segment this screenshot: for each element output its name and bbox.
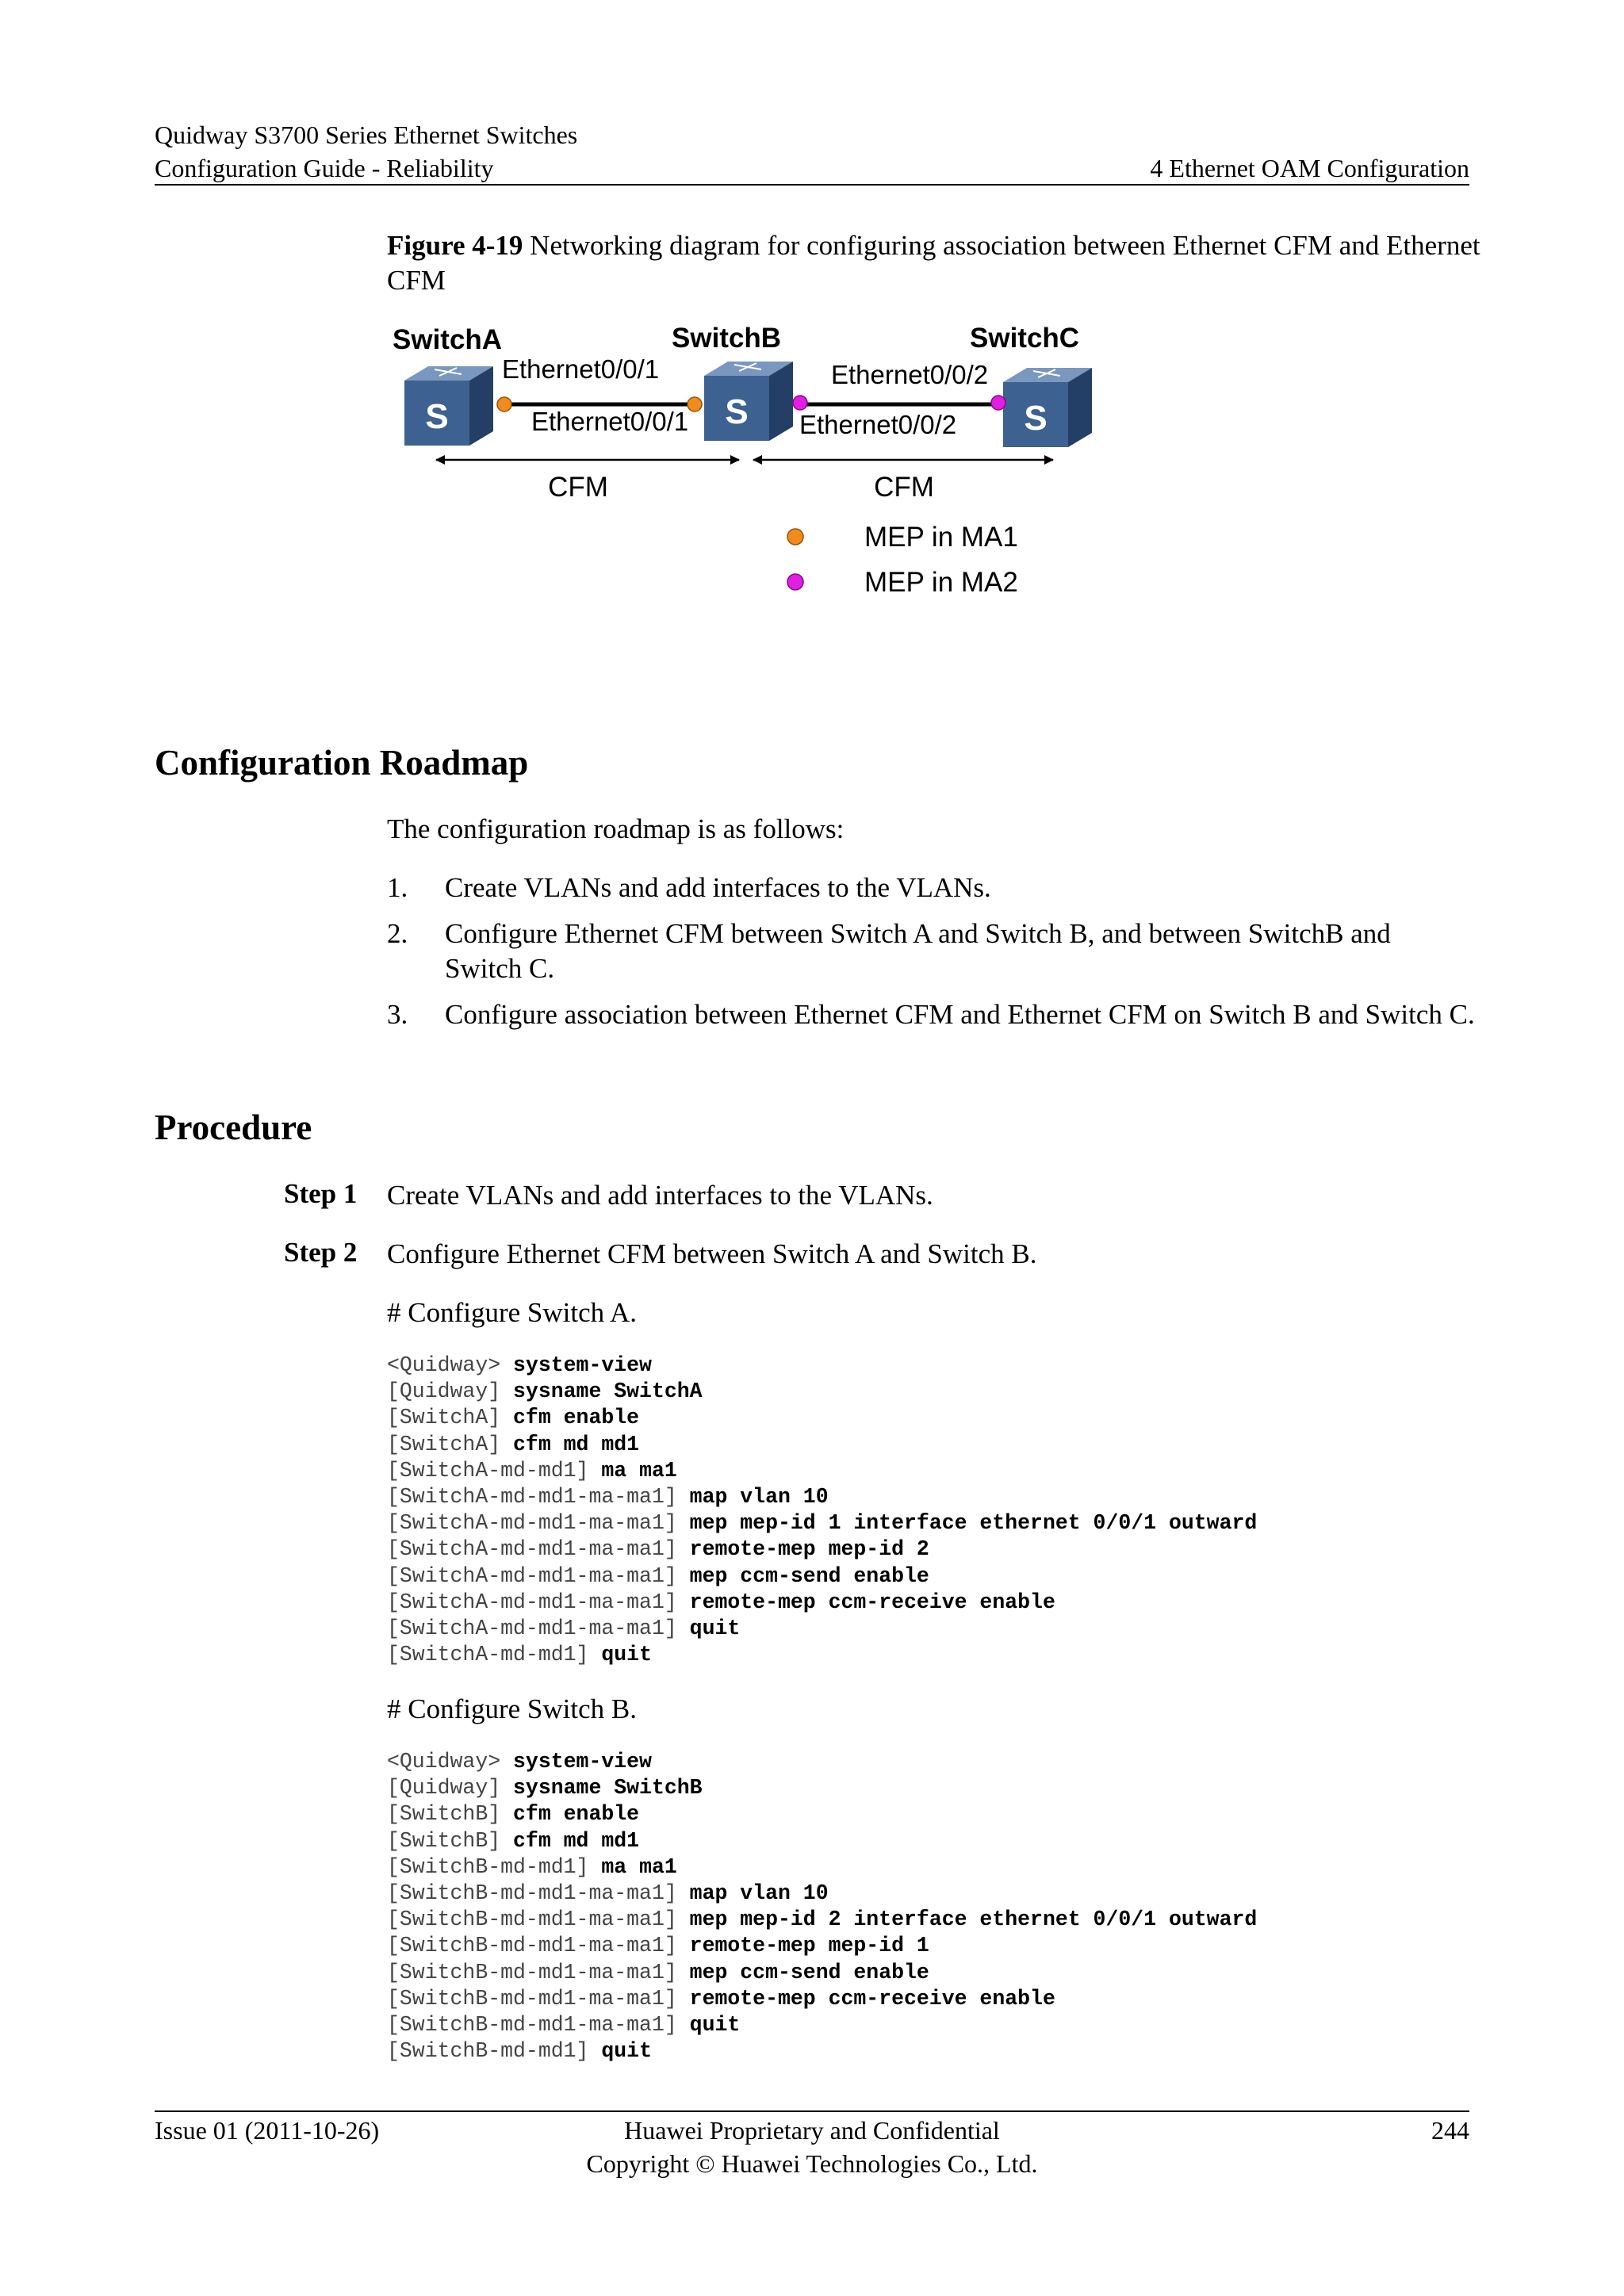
step-1-label: Step 1: [284, 1178, 358, 1209]
code-prompt: [Quidway]: [387, 1380, 501, 1404]
code-block-switch-a: [387, 1353, 1257, 1668]
figure-caption: [387, 228, 1497, 298]
roadmap-item-3: Configure association between Ethernet CFM and Ethernet CFM on Switch B and Switch C.: [445, 999, 1475, 1030]
code-command: mep ccm-send enable: [689, 1563, 929, 1588]
code-command: quit: [689, 2013, 741, 2038]
code-line: [387, 1536, 1257, 1563]
roadmap-title: Configuration Roadmap: [155, 743, 529, 783]
code-prompt: [Quidway]: [387, 1776, 501, 1800]
comment-switch-a: # Configure Switch A.: [387, 1297, 637, 1328]
code-prompt: [SwitchA-md-md1-ma-ma1]: [387, 1590, 677, 1614]
code-prompt: [SwitchB-md-md1-ma-ma1]: [387, 1881, 677, 1906]
code-command: quit: [601, 1643, 652, 1667]
code-prompt: [SwitchA-md-md1-ma-ma1]: [387, 1617, 677, 1641]
code-prompt: [SwitchB-md-md1]: [387, 1854, 589, 1879]
code-prompt: [SwitchB-md-md1]: [387, 2039, 589, 2064]
legend-ma1-label: MEP in MA1: [864, 522, 1018, 553]
code-prompt: [SwitchB]: [387, 1828, 501, 1853]
code-prompt: [SwitchA]: [387, 1406, 501, 1430]
code-command: sysname SwitchA: [513, 1380, 703, 1404]
switch-b-icon: [704, 362, 793, 441]
code-command: map vlan 10: [689, 1881, 829, 1906]
roadmap-item-3-num: 3.: [387, 999, 408, 1030]
code-command: quit: [601, 2039, 652, 2064]
code-prompt: [SwitchB-md-md1-ma-ma1]: [387, 2013, 677, 2038]
code-line: [387, 1801, 1257, 1827]
switch-c-icon: [1003, 368, 1092, 447]
step-2-text: Configure Ethernet CFM between Switch A and Switch B.: [387, 1238, 1037, 1269]
switch-a-label: SwitchA: [393, 324, 503, 355]
code-command: map vlan 10: [689, 1485, 829, 1510]
footer-rule: [155, 2110, 1469, 2112]
roadmap-item-1: Create VLANs and add interfaces to the VLANs.: [445, 872, 991, 903]
code-command: cfm enable: [513, 1406, 640, 1430]
code-line: [387, 1986, 1257, 2012]
code-line: [387, 1510, 1257, 1536]
code-command: cfm enable: [513, 1802, 640, 1827]
port-c-left: Ethernet0/0/2: [799, 410, 957, 439]
comment-switch-b: # Configure Switch B.: [387, 1693, 637, 1724]
figure-label: Figure 4-19: [387, 230, 523, 261]
code-line: [387, 1484, 1257, 1510]
port-a-right: Ethernet0/0/1: [502, 354, 660, 384]
code-prompt: [SwitchA-md-md1-ma-ma1]: [387, 1563, 677, 1588]
cfm-label-2: CFM: [874, 472, 934, 503]
header-guide: Configuration Guide - Reliability: [155, 154, 494, 182]
switch-a-icon: [404, 366, 493, 446]
code-line: [387, 1458, 1257, 1484]
switch-c-glyph: S: [1024, 399, 1048, 438]
code-prompt: [SwitchA-md-md1-ma-ma1]: [387, 1537, 677, 1562]
code-command: sysname SwitchB: [513, 1776, 703, 1800]
procedure-title: Procedure: [155, 1108, 312, 1147]
code-command: cfm md md1: [513, 1432, 640, 1456]
code-line: [387, 1749, 1257, 1775]
code-command: system-view: [513, 1353, 652, 1377]
code-command: remote-mep mep-id 1: [689, 1934, 929, 1958]
roadmap-item-2-num: 2.: [387, 918, 408, 949]
switch-a-glyph: S: [425, 397, 449, 436]
code-prompt: [SwitchA-md-md1-ma-ma1]: [387, 1485, 677, 1510]
mep-ma2-switch-c: [991, 396, 1005, 410]
mep-ma1-switch-b: [688, 397, 702, 411]
header-rule: [155, 184, 1469, 186]
code-prompt: [SwitchB-md-md1-ma-ma1]: [387, 1934, 677, 1958]
networking-diagram: [381, 309, 1126, 610]
code-line: [387, 1828, 1257, 1854]
switch-b-glyph: S: [725, 392, 749, 431]
code-command: system-view: [513, 1750, 652, 1774]
code-command: mep mep-id 1 interface ethernet 0/0/1 outward: [689, 1511, 1258, 1536]
footer-page-number: 244: [1431, 2116, 1469, 2145]
code-line: [387, 1616, 1257, 1642]
footer-confidential: Huawei Proprietary and Confidential: [624, 2116, 1000, 2145]
port-b-right: Ethernet0/0/2: [831, 360, 989, 389]
code-command: quit: [689, 1617, 741, 1641]
port-b-left: Ethernet0/0/1: [531, 407, 689, 436]
code-prompt: [SwitchA-md-md1]: [387, 1458, 589, 1483]
code-line: [387, 2038, 1257, 2064]
code-command: mep ccm-send enable: [689, 1960, 929, 1984]
legend-ma1-marker: [787, 529, 803, 545]
code-command: remote-mep ccm-receive enable: [689, 1590, 1055, 1614]
code-command: remote-mep mep-id 2: [689, 1537, 929, 1562]
figure-caption-text: Networking diagram for configuring association between Ethernet CFM and Ethernet CFM: [387, 230, 1480, 296]
code-command: remote-mep ccm-receive enable: [689, 1986, 1055, 2011]
step-2-label: Step 2: [284, 1237, 358, 1268]
cfm-label-1: CFM: [548, 472, 608, 503]
code-line: [387, 1405, 1257, 1431]
code-prompt: <Quidway>: [387, 1353, 501, 1377]
step-1-text: Create VLANs and add interfaces to the VLANs.: [387, 1180, 933, 1211]
roadmap-item-2: Configure Ethernet CFM between Switch A and Switch B, and between SwitchB and Switch C.: [445, 918, 1391, 984]
footer-issue: Issue 01 (2011-10-26): [155, 2116, 380, 2145]
code-command: cfm md md1: [513, 1828, 640, 1853]
code-prompt: [SwitchA-md-md1-ma-ma1]: [387, 1511, 677, 1536]
code-command: ma ma1: [601, 1458, 677, 1483]
code-line: [387, 1775, 1257, 1801]
code-prompt: [SwitchB-md-md1-ma-ma1]: [387, 1986, 677, 2011]
code-prompt: [SwitchB-md-md1-ma-ma1]: [387, 1960, 677, 1984]
code-command: ma ma1: [601, 1854, 677, 1879]
footer-copyright: Copyright © Huawei Technologies Co., Ltd.: [586, 2149, 1038, 2178]
code-line: [387, 1907, 1257, 1933]
roadmap-item-1-num: 1.: [387, 872, 408, 903]
switch-b-label: SwitchB: [672, 323, 782, 354]
code-line: [387, 1642, 1257, 1668]
code-line: [387, 1353, 1257, 1379]
code-line: [387, 1933, 1257, 1959]
code-line: [387, 1432, 1257, 1458]
code-command: mep mep-id 2 interface ethernet 0/0/1 outward: [689, 1908, 1258, 1932]
mep-ma1-switch-a: [497, 397, 511, 411]
roadmap-intro: The configuration roadmap is as follows:: [387, 813, 845, 844]
code-line: [387, 1379, 1257, 1405]
code-prompt: <Quidway>: [387, 1750, 501, 1774]
code-prompt: [SwitchA]: [387, 1432, 501, 1456]
code-line: [387, 1854, 1257, 1881]
code-line: [387, 1563, 1257, 1590]
code-block-switch-b: [387, 1749, 1257, 2064]
mep-ma2-switch-b: [793, 396, 807, 410]
code-prompt: [SwitchA-md-md1]: [387, 1643, 589, 1667]
switch-c-label: SwitchC: [970, 323, 1080, 354]
legend-ma2-label: MEP in MA2: [864, 567, 1018, 598]
code-prompt: [SwitchB-md-md1-ma-ma1]: [387, 1908, 677, 1932]
code-line: [387, 1960, 1257, 1986]
code-line: [387, 1881, 1257, 1907]
legend-ma2-marker: [787, 574, 803, 590]
header-product: Quidway S3700 Series Ethernet Switches: [155, 121, 578, 149]
header-chapter: 4 Ethernet OAM Configuration: [1150, 154, 1469, 182]
code-line: [387, 1590, 1257, 1616]
code-line: [387, 2012, 1257, 2038]
code-prompt: [SwitchB]: [387, 1802, 501, 1827]
